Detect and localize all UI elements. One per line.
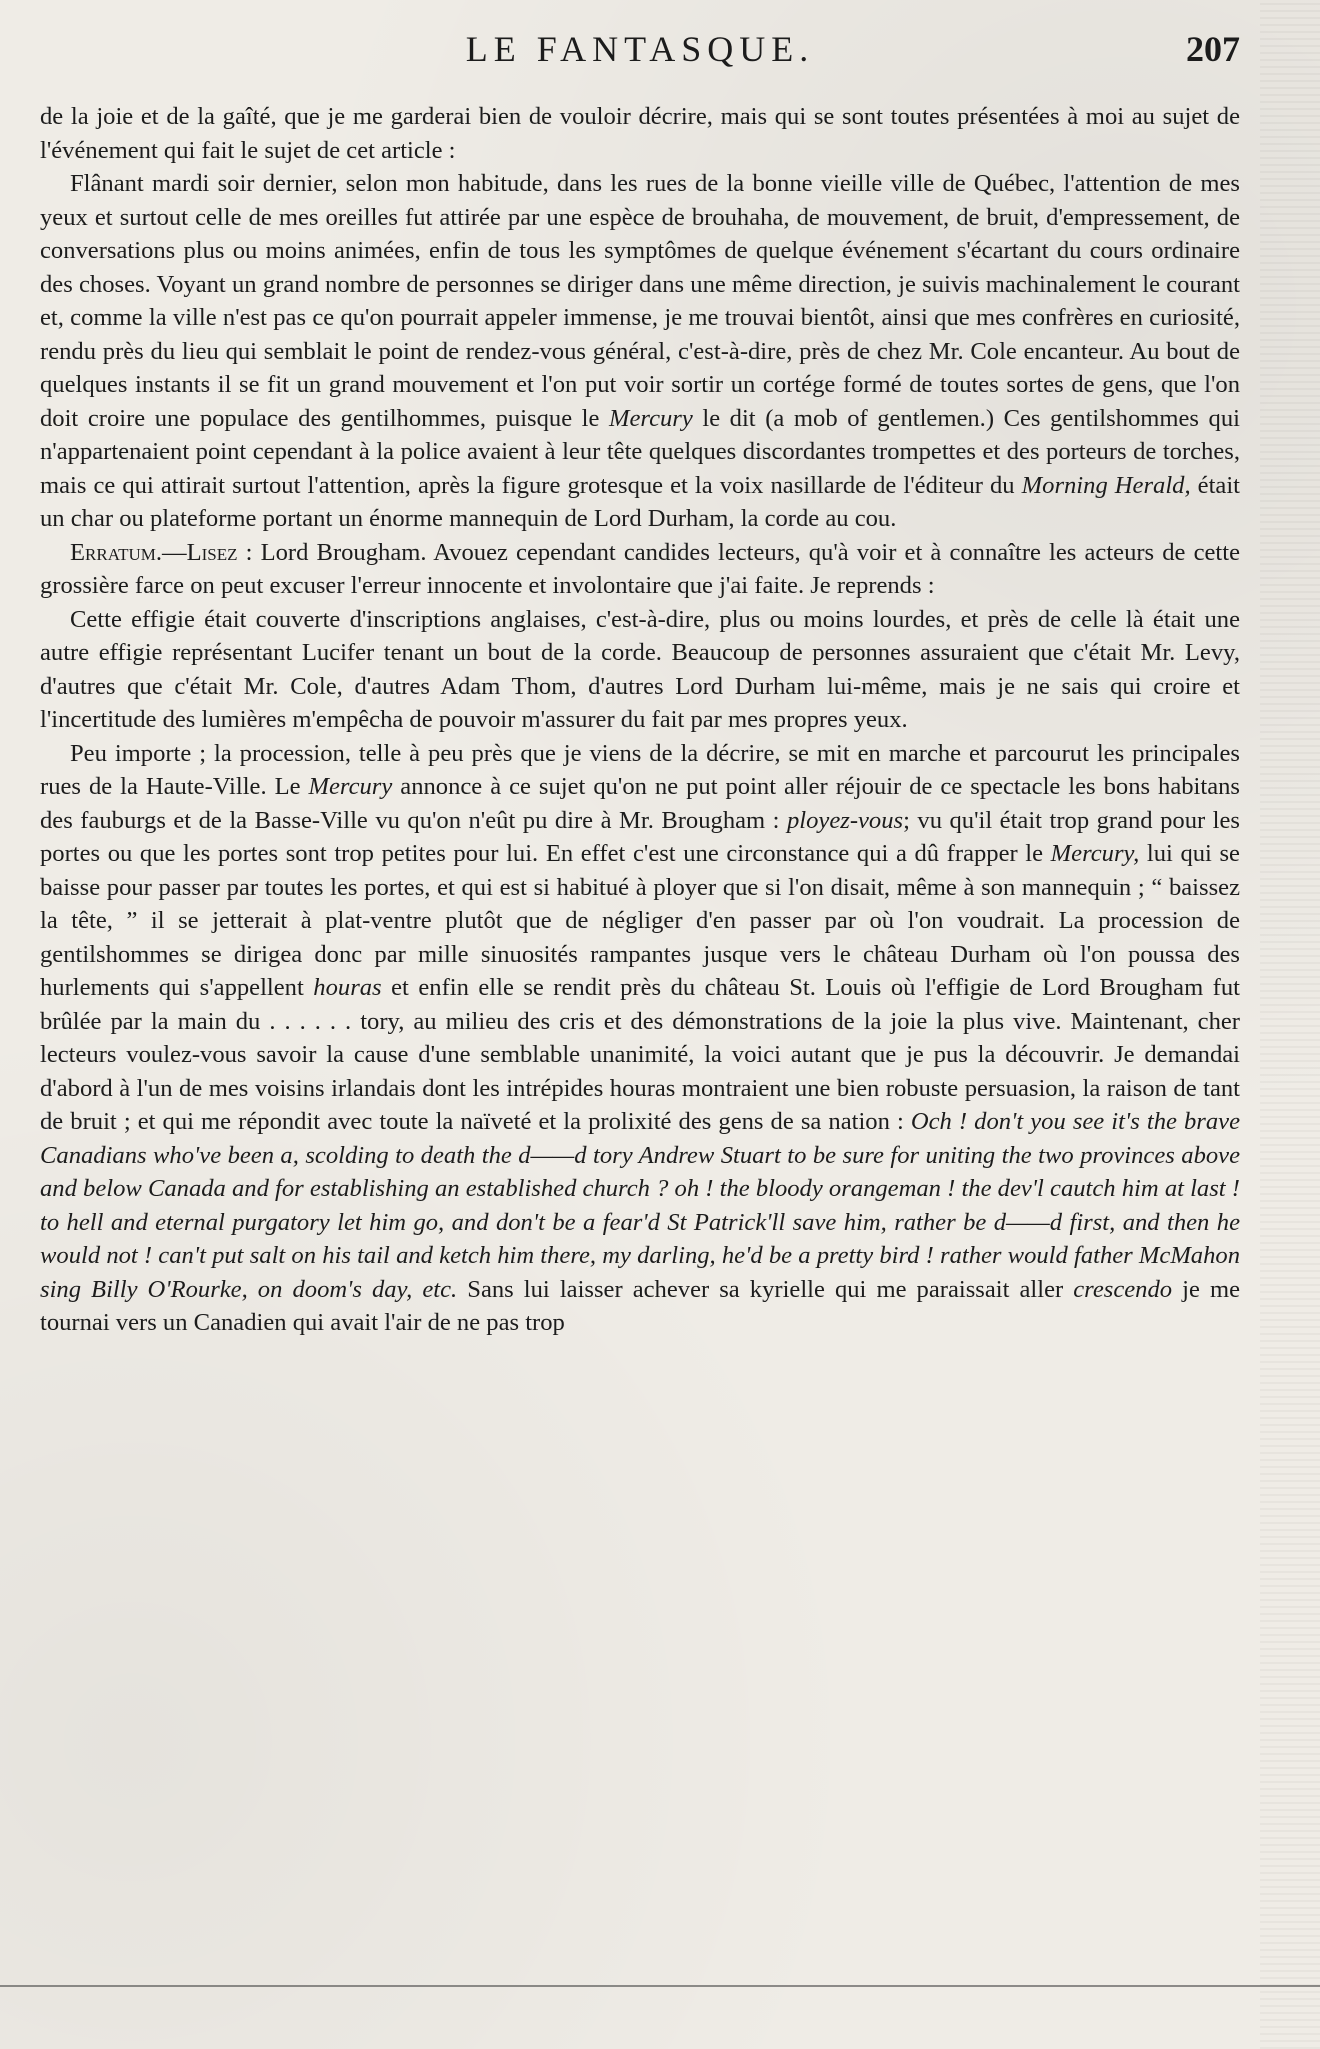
erratum-paragraph: [40, 536, 1240, 603]
erratum-text: Lord Brougham. Avouez cependant candides lecteurs, qu'à voir et à connaître les acteurs de cette grossière farce on peut excuser l'erreur innocente et involontaire que j'ai faite. Je reprends :: [40, 538, 1240, 599]
phrase-ployez-vous: ployez-vous: [786, 806, 904, 834]
irish-quote: Och ! don't you see it's the brave Canadians who've been a, scolding to death the d——d tory Andrew Stuart to be sure for uniting the two provinces above and below Canada and for establishing an established church ? oh ! the bloody orangeman ! the dev'l cautch him at last ! to hell and eternal purgatory let him go, and don't be a fear'd St Patrick'll save him, rather be d——d first, and then he would not ! can't put salt on his tail and ketch him there, my darling, he'd be a pretty bird ! rather would father McMahon sing Billy O'Rourke, on doom's day, etc.: [40, 1108, 1240, 1303]
newspaper-title-mercury-3: Mercury,: [1050, 840, 1140, 867]
page-header: [40, 28, 1240, 88]
page-bottom-edge: [0, 1985, 1320, 1987]
newspaper-title-morning-herald: Morning Herald,: [1021, 471, 1191, 499]
erratum-label: Erratum.—Lisez :: [70, 538, 253, 566]
paragraph-5: [40, 737, 1240, 1340]
page-number: 207: [1186, 29, 1240, 69]
paragraph-1: de la joie et de la gaîté, que je me garderai bien de vouloir décrire, mais qui se sont toutes présentées à moi au sujet de l'événement qui fait le sujet de cet article :: [40, 103, 1240, 164]
word-crescendo: crescendo: [1073, 1275, 1173, 1303]
paragraph-5-text-f: Sans lui laisser achever sa kyrielle qui me paraissait aller: [467, 1275, 1064, 1303]
paragraph-2-text-a: Flânant mardi soir dernier, selon mon habitude, dans les rues de la bonne vieille ville de Québec, l'attention de mes yeux et surtout celle de mes oreilles fut attirée par une espèce de brouhaha, de mouvement, de bruit, d'empressement, de conversations plus ou moins animées, enfin de tous les symptômes de quelque événement s'écartant du cours ordinaire des choses. Voyant un grand nombre de personnes se diriger dans une même direction, je suivis machinalement le courant et, comme la ville n'est pas ce qu'on pourrait appeler immense, je me trouvai bientôt, ainsi que mes confrères en curiosité, rendu près du lieu qui semblait le point de rendez-vous général, c'est-à-dire, près de chez Mr. Cole encanteur. Au bout de quelques instants il se fit un grand mouvement et l'on put voir sortir un cortége formé de toutes sortes de gens, que l'on doit croire une populace des gentilhommes, puisque le: [40, 170, 1240, 432]
article-body: [40, 100, 1240, 1340]
newspaper-title-mercury: Mercury: [609, 404, 693, 432]
paragraph-5-text-g: je me tournai vers un Canadien qui avait l'air de ne pas trop: [40, 1275, 1240, 1336]
paragraph-5-text-e: et enfin elle se rendit près du château St. Louis où l'effigie de Lord Brougham fut brûlée par la main du . . . . . . tory, au milieu des cris et des démonstrations de la joie la plus vive. Maintenant, cher lecteurs voulez-vous savoir la cause d'une semblable unanimité, la voici autant que je pus la découvrir. Je demandai d'abord à l'un de mes voisins irlandais dont les intrépides houras montraient une bien robuste persuasion, la raison de tant de bruit ; et qui me répondit avec toute la naïveté et la prolixité des gens de sa nation :: [40, 974, 1240, 1135]
paragraph-5-text-c: ; vu qu'il était trop grand pour les portes ou que les portes sont trop petites pour lui. En effet c'est une circonstance qui a dû frapper le: [40, 806, 1240, 867]
paragraph-2-text-b: le dit (a mob of gentlemen.) Ces gentilshommes qui n'appartenaient point cependant à la police avaient à leur tête quelques discordantes trompettes et des porteurs de torches, mais ce qui attirait surtout l'attention, après la figure grotesque et la voix nasillarde de l'éditeur du: [40, 404, 1240, 499]
newspaper-title-mercury-2: Mercury: [308, 773, 393, 800]
paragraph-5-text-d: lui qui se baisse pour passer par toutes les portes, et qui est si habitué à ployer que si l'on disait, même à son mannequin ; “ baissez la tête, ” il se jetterait à plat-ventre plutôt que de négliger d'en passer par où l'on voudrait. La procession de gentilshommes se dirigea donc par mille sinuosités rampantes jusque vers le château Durham où l'on poussa des hurlements qui s'appellent: [40, 840, 1240, 1001]
paragraph-4: Cette effigie était couverte d'inscriptions anglaises, c'est-à-dire, plus ou moins lourdes, et près de celle là était une autre effigie représentant Lucifer tenant un bout de la corde. Beaucoup de personnes assuraient que c'était Mr. Levy, d'autres que c'était Mr. Cole, d'autres Adam Thom, d'autres Lord Durham lui-même, mais je ne sais qui croire et l'incertitude des lumières m'empêcha de pouvoir m'assurer du fait par mes propres yeux.: [40, 605, 1240, 733]
word-houras: houras: [313, 974, 382, 1001]
paragraph-5-text-b: annonce à ce sujet qu'on ne put point aller réjouir de ce spectacle les bons habitans des fauburgs et de la Basse-Ville vu qu'on n'eût pu dire à Mr. Brougham :: [40, 773, 1240, 834]
scan-noise: [1260, 0, 1320, 2049]
running-title: LE FANTASQUE.: [465, 29, 815, 69]
paragraph-2: [40, 167, 1240, 536]
paragraph-5-text-a: Peu importe ; la procession, telle à peu près que je viens de la décrire, se mit en marche et parcourut les principales rues de la Haute-Ville. Le: [40, 739, 1240, 800]
paragraph-2-text-c: était un char ou plateforme portant un énorme mannequin de Lord Durham, la corde au cou.: [40, 471, 1241, 532]
